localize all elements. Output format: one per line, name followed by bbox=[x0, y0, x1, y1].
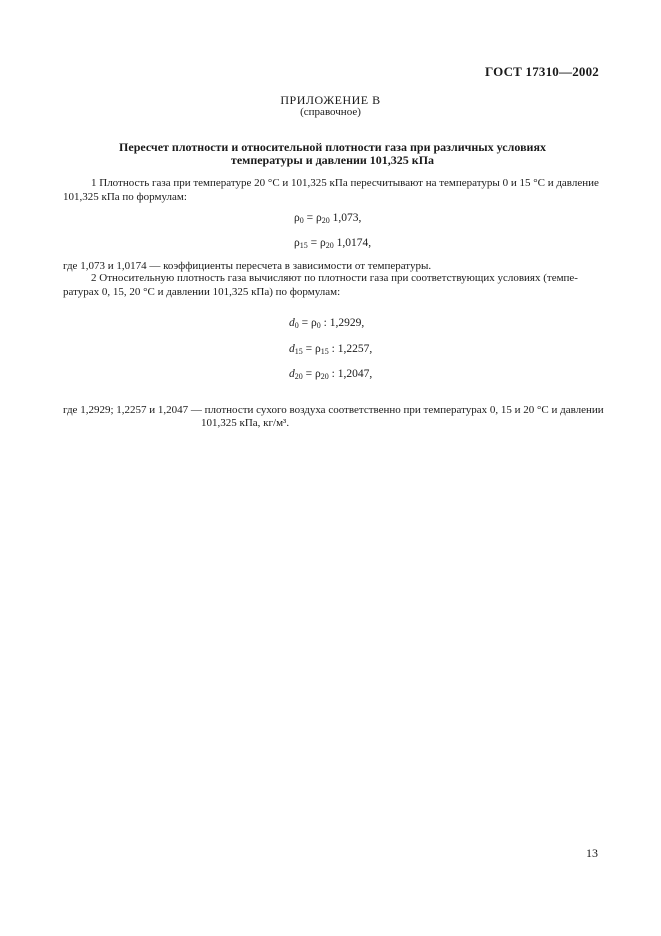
formula-rho0: $\rho_0 = \rho_{20}$ 1,073, bbox=[294, 212, 362, 225]
document-id: ГОСТ 17310—2002 bbox=[484, 64, 599, 79]
paragraph-2-line-1: 2 Относительную плотность газа вычисляют по плотности газа при соответствующих условиях (темпе- bbox=[91, 272, 578, 284]
formula-d0: $d_0 = \rho_0$ : 1,2929, bbox=[289, 317, 365, 330]
appendix-note: (справочное) bbox=[300, 106, 361, 118]
paragraph-2 bbox=[63, 271, 599, 299]
page-number: 13 bbox=[586, 846, 598, 860]
appendix-title: ПРИЛОЖЕНИЕ В bbox=[280, 93, 381, 107]
section-title bbox=[100, 141, 565, 167]
formula-d20: $d_{20} = \rho_{20}$ : 1,2047, bbox=[289, 368, 373, 381]
coefficient-note: где 1,073 и 1,0174 — коэффициенты пересчета в зависимости от температуры. bbox=[63, 260, 432, 272]
paragraph-1-line-2: 101,325 кПа по формулам: bbox=[63, 191, 187, 203]
air-density-note bbox=[63, 404, 608, 430]
formula-rho15: $\rho_{15} = \rho_{20}$ 1,0174, bbox=[294, 237, 372, 250]
paragraph-1-line-1: 1 Плотность газа при температуре 20 °С и 101,325 кПа пересчитывают на температуры 0 и 15 °С и давление bbox=[91, 177, 599, 189]
paragraph-1 bbox=[63, 176, 599, 204]
section-title-line-2: температуры и давлении 101,325 кПа bbox=[230, 153, 435, 167]
section-title-line-1: Пересчет плотности и относительной плотности газа при различных условиях bbox=[119, 140, 546, 154]
air-density-note-line-2: 101,325 кПа, кг/м³. bbox=[201, 417, 290, 429]
air-density-note-line-1: где 1,2929; 1,2257 и 1,2047 — плотности сухого воздуха соответственно при температурах 0, 15 и 20 °С и давлении bbox=[63, 404, 604, 416]
paragraph-2-line-2: ратурах 0, 15, 20 °С и давлении 101,325 кПа) по формулам: bbox=[63, 286, 341, 298]
formula-d15: $d_{15} = \rho_{15}$ : 1,2257, bbox=[289, 343, 373, 356]
